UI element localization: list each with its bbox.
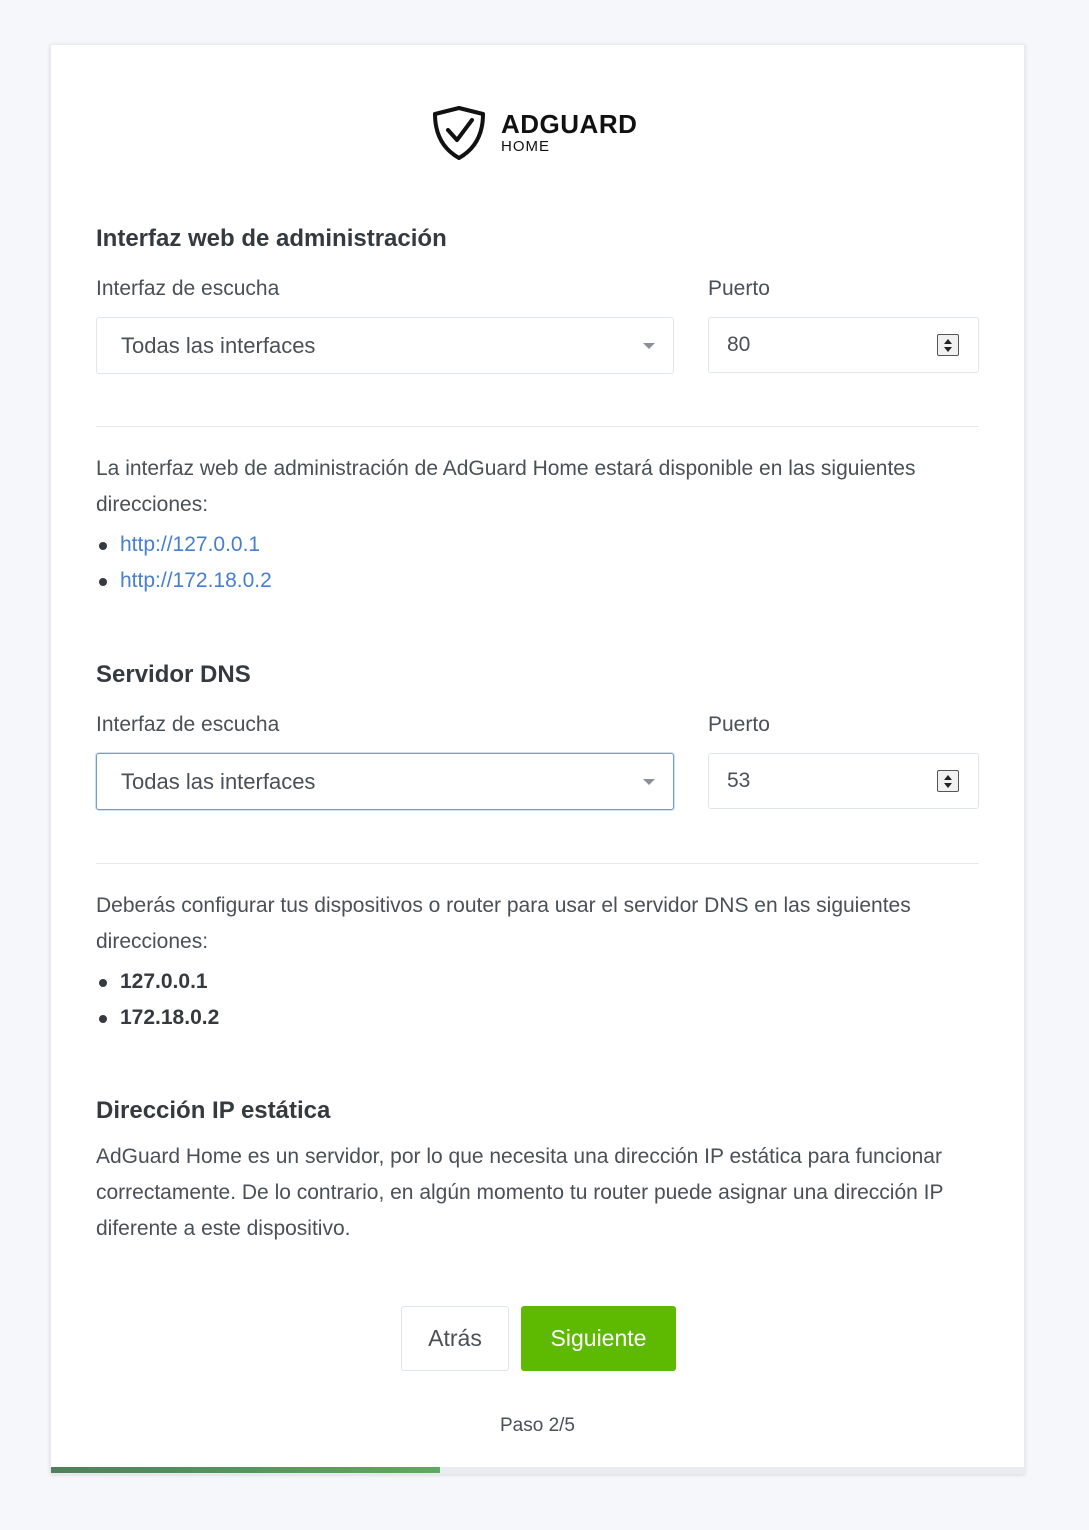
step-indicator: Paso 2/5 [500, 1415, 575, 1436]
web-addresses-description: La interfaz web de administración de AdGuard Home estará disponible en las siguientes direcciones: [96, 457, 916, 516]
dns-port-input[interactable] [708, 753, 979, 809]
web-interface-label: Interfaz de escucha [96, 277, 280, 300]
wizard-buttons [401, 1306, 676, 1371]
list-item [96, 527, 979, 563]
web-section [96, 225, 979, 374]
dns-port-value: 53 [727, 769, 751, 792]
arrow-down-icon [944, 783, 952, 788]
static-ip-section [96, 1097, 979, 1247]
web-interface-value: Todas las interfaces [121, 332, 316, 358]
static-ip-heading: Dirección IP estática [96, 1097, 331, 1124]
web-address-link[interactable]: http://172.18.0.2 [120, 569, 272, 592]
shield-check-icon [431, 104, 487, 162]
web-interface-select[interactable] [96, 317, 674, 374]
dns-section-heading: Servidor DNS [96, 661, 251, 688]
dns-port-stepper[interactable] [937, 770, 959, 792]
list-item [96, 563, 979, 599]
web-port-label: Puerto [708, 277, 770, 300]
web-port-value: 80 [727, 333, 751, 356]
back-button[interactable]: Atrás [401, 1306, 509, 1371]
chevron-down-icon [643, 779, 655, 785]
progress-fill [51, 1467, 440, 1473]
web-port-stepper[interactable] [937, 334, 959, 356]
adguard-logo [431, 103, 637, 163]
dns-addresses-description: Deberás configurar tus dispositivos o router para usar el servidor DNS en las siguientes direcciones: [96, 894, 911, 953]
dns-addresses-block [96, 888, 979, 1036]
next-button[interactable]: Siguiente [521, 1306, 676, 1371]
web-port-input[interactable] [708, 317, 979, 373]
dns-interface-label: Interfaz de escucha [96, 713, 280, 736]
divider [96, 863, 979, 864]
arrow-up-icon [944, 775, 952, 780]
dns-address: 127.0.0.1 [96, 964, 979, 1000]
divider [96, 426, 979, 427]
setup-card [50, 44, 1025, 1474]
arrow-down-icon [944, 347, 952, 352]
chevron-down-icon [643, 343, 655, 349]
dns-port-label: Puerto [708, 713, 770, 736]
dns-section [96, 661, 979, 810]
progress-bar [51, 1467, 1024, 1473]
arrow-up-icon [944, 339, 952, 344]
dns-address: 172.18.0.2 [96, 1000, 979, 1036]
static-ip-description: AdGuard Home es un servidor, por lo que necesita una dirección IP estática para funcionar correctamente. De lo contrario, en algún momento tu router puede asignar una dirección IP diferente a este dispositivo. [96, 1145, 944, 1240]
dns-interface-value: Todas las interfaces [121, 768, 316, 794]
web-address-link[interactable]: http://127.0.0.1 [120, 533, 261, 556]
web-section-heading: Interfaz web de administración [96, 225, 447, 252]
web-addresses-block [96, 451, 979, 599]
dns-interface-select[interactable] [96, 753, 674, 810]
logo-subtitle: HOME [501, 138, 550, 155]
logo-title: ADGUARD [501, 109, 638, 139]
